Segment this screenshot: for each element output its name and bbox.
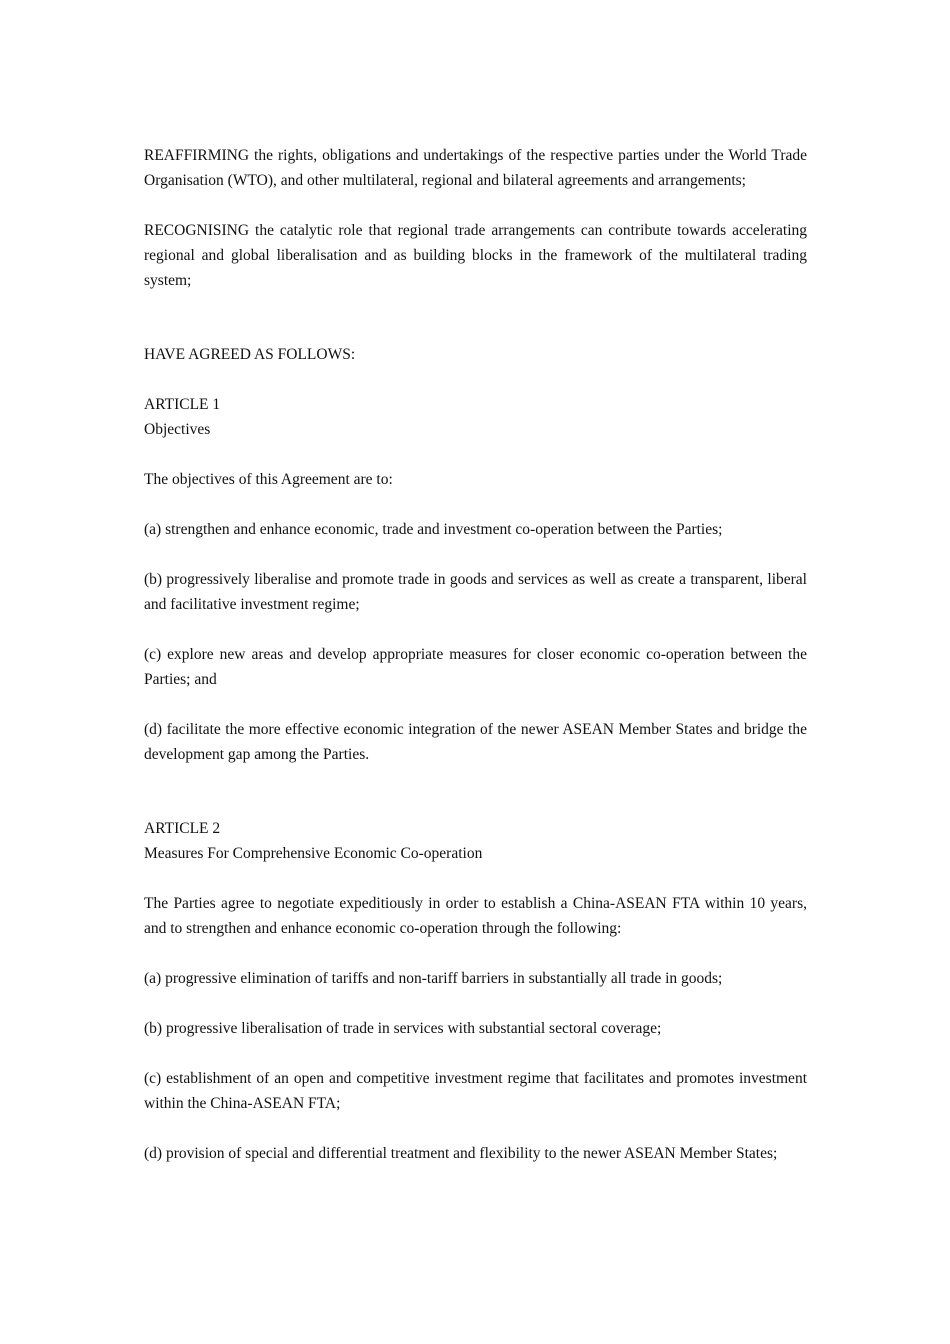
agreed-heading: HAVE AGREED AS FOLLOWS: [144,346,356,363]
article-2-intro: The Parties agree to negotiate expeditiously in order to establish a China-ASEAN FTA within 10 years, and to strengthen and enhance economic co-operation through the following: [144,895,807,937]
article-2-item-b: (b) progressive liberalisation of trade in services with substantial sectoral coverage; [144,1020,662,1037]
article-2-item-a: (a) progressive elimination of tariffs and non-tariff barriers in substantially all trade in goods; [144,970,723,987]
article-1-item-c: (c) explore new areas and develop appropriate measures for closer economic co-operation between the Parties; and [144,646,807,688]
article-2-title: Measures For Comprehensive Economic Co-operation [144,845,483,862]
article-2-number: ARTICLE 2 [144,820,221,837]
preamble-reaffirming: REAFFIRMING the rights, obligations and undertakings of the respective parties under the World Trade Organisation (WTO), and other multilateral, regional and bilateral agreements and arrangements; [144,147,807,189]
article-1-item-d: (d) facilitate the more effective economic integration of the newer ASEAN Member States and bridge the development gap among the Parties. [144,721,807,763]
article-2-item-c: (c) establishment of an open and competitive investment regime that facilitates and promotes investment within the China-ASEAN FTA; [144,1070,807,1112]
preamble-recognising: RECOGNISING the catalytic role that regional trade arrangements can contribute towards accelerating regional and global liberalisation and as building blocks in the framework of the multilateral trading system; [144,222,807,289]
article-1-title: Objectives [144,421,211,438]
article-1-item-a: (a) strengthen and enhance economic, trade and investment co-operation between the Parties; [144,521,723,538]
article-1-item-b: (b) progressively liberalise and promote trade in goods and services as well as create a transparent, liberal and facilitative investment regime; [144,571,807,613]
article-1-number: ARTICLE 1 [144,396,221,413]
document-page [144,143,807,1166]
article-1-intro: The objectives of this Agreement are to: [144,471,393,488]
article-2-item-d: (d) provision of special and differential treatment and flexibility to the newer ASEAN Member States; [144,1145,778,1162]
